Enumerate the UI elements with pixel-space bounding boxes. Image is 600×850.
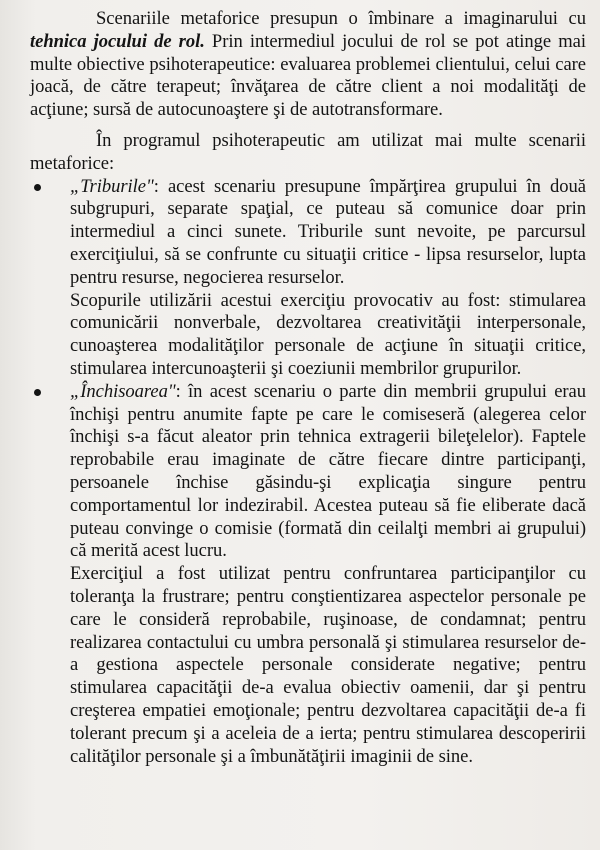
item-term: „Triburile" bbox=[70, 175, 154, 197]
intro-rest: Prin intermediul jocului de rol se pot atinge mai multe obiective psihoterapeutice: evaluarea problemei clientului, celui care joacă, de către terapeut; învăţarea de către client a noi modalităţi de acţiune; sursă de autocunoaştere şi de autotransformare. bbox=[30, 30, 586, 121]
item-term: „Închisoarea" bbox=[70, 380, 176, 402]
bullet-icon bbox=[34, 176, 44, 198]
item-text: : în acest scenariu o parte din membrii grupului erau închişi pentru anumite fapte pe care le comiseseră (alegerea celor închişi s-a făcut aleator prin tehnica extragerii bileţelelor). Faptele reprobabile erau imaginate de către fiecare dintre participanţi, persoanele închise găsindu-şi explicaţia singure pentru comportamentul lor indezirabil. Acestea puteau să fie eliberate dacă puteau convinge o comisie (formată din ceilalţi membri ai grupului) că merită acest lucru. bbox=[70, 380, 586, 562]
list-item-inchisoarea bbox=[30, 381, 586, 563]
item-followup-triburile: Scopurile utilizării acestui exerciţiu provocativ au fost: stimularea comunicării nonverbale, dezvoltarea creativităţii interpersonale, cunoaşterea modalităţilor personale de acţiune în situaţii critice, stimularea intercunoaşterii şi coeziunii membrilor grupurilor. bbox=[70, 289, 586, 379]
intro-lead: Scenariile metaforice presupun o îmbinare a imaginarului cu bbox=[96, 8, 586, 29]
item-followup-inchisoarea: Exerciţiul a fost utilizat pentru confruntarea participanţilor cu toleranţa la frustrare; pentru conştientizarea aspectelor personale pe care le consideră reprobabile, ruşinoase, de condamnat; pentru realizarea contactului cu umbra personală şi stimularea resurselor de-a gestiona aspectele personale considerate negative; pentru stimularea capacităţii de-a evalua obiectiv oamenii, dar şi pentru creşterea empatiei emoţionale; pentru dezvoltarea capacităţii de-a fi tolerant precum şi a aceleia de a ierta; pentru stimularea descoperirii calităţilor personale şi a îmbunătăţirii imaginii de sine. bbox=[70, 563, 586, 767]
intro-emphasis: tehnica jocului de rol. bbox=[30, 30, 205, 52]
intro-paragraph bbox=[30, 8, 586, 122]
item-text: : acest scenariu presupune împărţirea grupului în două subgrupuri, separate spaţial, ce puteau să comunice doar prin intermediul a cinci sunete. Triburile sunt nevoite, pe parcursul exerciţiului, să se confrunte cu situaţii critice - lipsa resurselor, lupta pentru resurse, negocierea resurselor. bbox=[70, 175, 586, 288]
list-item-triburile bbox=[30, 176, 586, 290]
body-text bbox=[30, 8, 586, 768]
program-paragraph: În programul psihoterapeutic am utilizat mai multe scenarii metaforice: bbox=[30, 129, 586, 174]
bullet-icon bbox=[34, 381, 44, 403]
